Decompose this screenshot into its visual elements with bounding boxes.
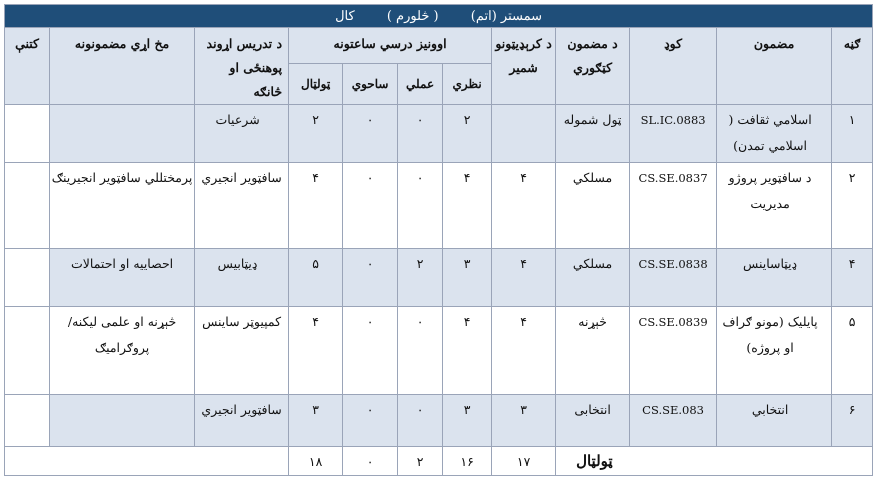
row-total: ۴ [289, 307, 343, 395]
row-subject: پایلیک (مونو ګراف او پروژه) [717, 307, 832, 395]
header-practical: عملي [398, 64, 443, 105]
title-row [5, 5, 873, 28]
row-total: ۳ [289, 395, 343, 447]
row-credits: ۴ [492, 163, 556, 249]
row-dept: ډیټابیس [195, 249, 289, 307]
table-row [5, 163, 873, 249]
row-subject: انتخابي [717, 395, 832, 447]
row-code: SL.IC.0883 [630, 105, 717, 163]
curriculum-page [4, 4, 861, 476]
row-practical: ۰ [398, 105, 443, 163]
totals-practical: ۲ [398, 447, 443, 476]
year-value: ( څلورم ) [386, 8, 439, 24]
row-category: مسلکي [556, 249, 630, 307]
row-notes [5, 395, 50, 447]
header-row [5, 28, 873, 64]
totals-label: ټولټال [556, 447, 873, 476]
row-lab: ۰ [343, 307, 398, 395]
row-credits [492, 105, 556, 163]
row-prereq [50, 395, 195, 447]
row-lab: ۰ [343, 105, 398, 163]
row-dept: کمپیوټر ساینس [195, 307, 289, 395]
row-subject: ډیټاساینس [717, 249, 832, 307]
row-number: ۴ [832, 249, 873, 307]
table-row [5, 105, 873, 163]
row-category: څېړنه [556, 307, 630, 395]
row-lab: ۰ [343, 395, 398, 447]
row-code: CS.SE.0839 [630, 307, 717, 395]
row-number: ۵ [832, 307, 873, 395]
row-dept: سافټویر انجیري [195, 395, 289, 447]
header-total: ټولټال [289, 64, 343, 105]
row-number: ۲ [832, 163, 873, 249]
row-category: مسلکي [556, 163, 630, 249]
row-practical: ۰ [398, 163, 443, 249]
totals-credits: ۱۷ [492, 447, 556, 476]
totals-lab: ۰ [343, 447, 398, 476]
header-teaching-dept: د تدریس اړوند پوهنځی او څانګه [195, 28, 289, 105]
totals-total: ۱۸ [289, 447, 343, 476]
header-hours-group: اوونیز درسي ساعتونه [289, 28, 492, 64]
row-subject: اسلامي ثقافت ( اسلامي تمدن) [717, 105, 832, 163]
row-credits: ۴ [492, 249, 556, 307]
curriculum-table [4, 4, 873, 476]
header-theory: نظري [443, 64, 492, 105]
row-subject: د سافټویر پروژو مدیریت [717, 163, 832, 249]
header-credits: د کرېډیټونو شمیر [492, 28, 556, 105]
row-notes [5, 163, 50, 249]
row-theory: ۴ [443, 307, 492, 395]
row-theory: ۲ [443, 105, 492, 163]
row-dept: سافټویر انجیري [195, 163, 289, 249]
totals-theory: ۱۶ [443, 447, 492, 476]
header-notes: کتنې [5, 28, 50, 105]
row-theory: ۳ [443, 395, 492, 447]
totals-row [5, 447, 873, 476]
row-theory: ۴ [443, 163, 492, 249]
row-notes [5, 249, 50, 307]
row-practical: ۰ [398, 395, 443, 447]
header-category: د مضمون کټګوري [556, 28, 630, 105]
row-prereq: احصاییه او احتمالات [50, 249, 195, 307]
totals-empty [5, 447, 289, 476]
row-total: ۲ [289, 105, 343, 163]
row-code: CS.SE.0837 [630, 163, 717, 249]
row-lab: ۰ [343, 249, 398, 307]
header-lab: ساحوي [343, 64, 398, 105]
row-number: ۱ [832, 105, 873, 163]
row-category: انتخابی [556, 395, 630, 447]
header-code: کوډ [630, 28, 717, 105]
row-theory: ۳ [443, 249, 492, 307]
row-prereq: پرمختللي سافټویر انجیرینګ [50, 163, 195, 249]
row-code: CS.SE.0838 [630, 249, 717, 307]
row-credits: ۴ [492, 307, 556, 395]
year-label: کال [335, 8, 355, 24]
header-number: ګڼه [832, 28, 873, 105]
row-notes [5, 307, 50, 395]
semester-label: سمستر (اتم) [470, 8, 543, 24]
row-credits: ۳ [492, 395, 556, 447]
row-number: ۶ [832, 395, 873, 447]
row-lab: ۰ [343, 163, 398, 249]
header-subject: مضمون [717, 28, 832, 105]
table-row [5, 395, 873, 447]
row-prereq: څېړنه او علمی لیکنه/ پروګرامیګ [50, 307, 195, 395]
header-prereq: مخ اړي مضمونونه [50, 28, 195, 105]
row-dept: شرعیات [195, 105, 289, 163]
table-row [5, 307, 873, 395]
table-row [5, 249, 873, 307]
row-prereq [50, 105, 195, 163]
row-practical: ۰ [398, 307, 443, 395]
row-total: ۴ [289, 163, 343, 249]
row-practical: ۲ [398, 249, 443, 307]
row-total: ۵ [289, 249, 343, 307]
row-notes [5, 105, 50, 163]
row-category: ټول شموله [556, 105, 630, 163]
row-code: CS.SE.083 [630, 395, 717, 447]
